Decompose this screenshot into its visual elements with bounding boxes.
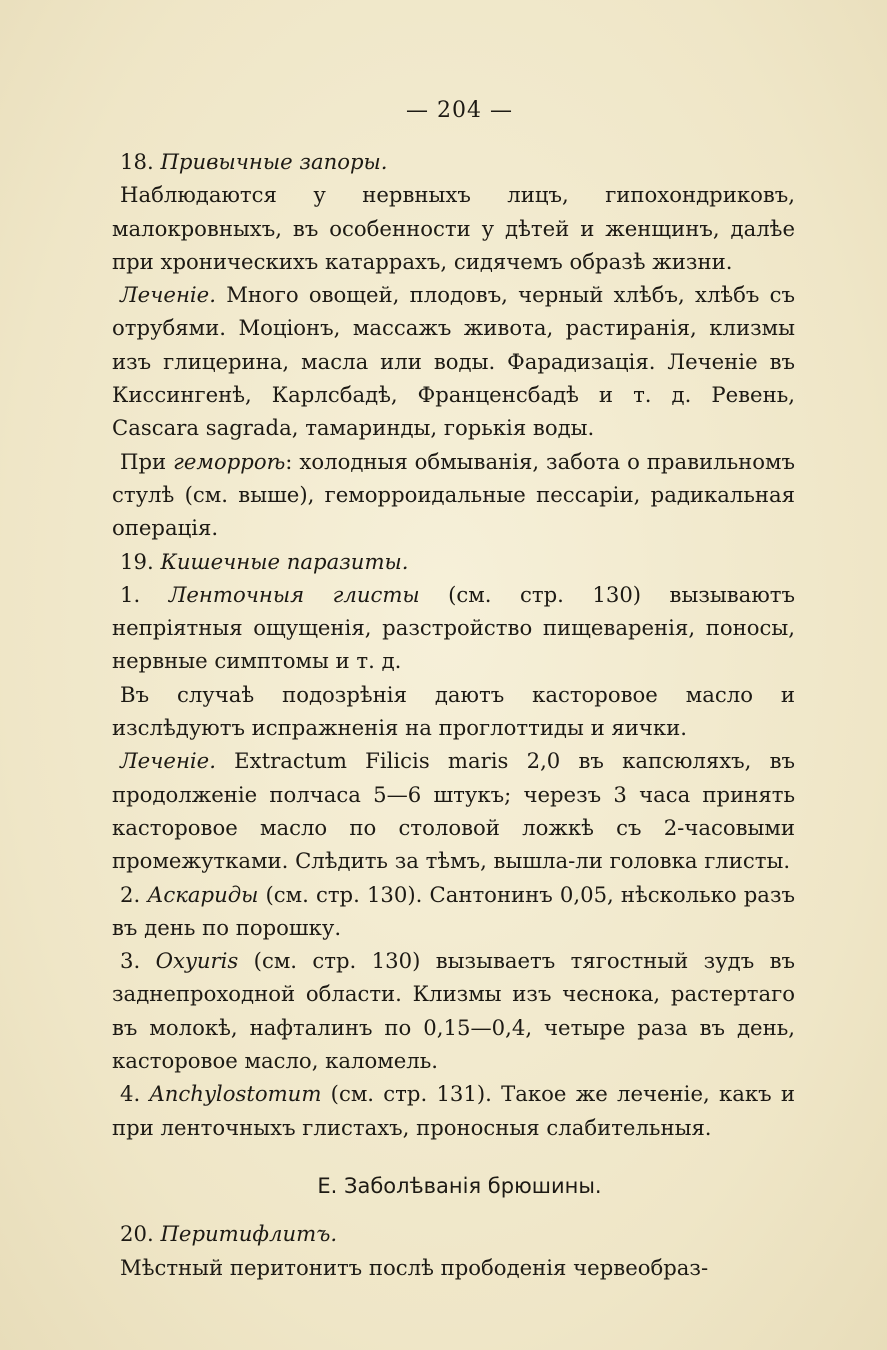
item-number: 2. — [120, 881, 141, 907]
paragraph-text: Много овощей, плодовъ, черный хлѣбъ, хлѣбъ съ отрубями. Моціонъ, массажъ живота, растиранія, клизмы изъ глицерина, масла или воды. Фарадизація. Леченіе въ Киссингенѣ, Карлсбадѣ, Франценсбадѣ и т. д. Ревень, Cascara sagrada, тамаринды, горькія воды. — [112, 282, 795, 441]
paragraph: Мѣстный перитонитъ послѣ прободенія червеобраз- — [120, 1254, 709, 1280]
paragraph — [112, 278, 795, 444]
heading-18 — [112, 145, 795, 178]
list-item — [112, 1077, 795, 1144]
inline-label: Ленточныя глисты — [168, 581, 420, 607]
paragraph — [112, 744, 795, 877]
paragraph: Наблюдаются у нервныхъ лицъ, гипохондриковъ, малокровныхъ, въ особенности у дѣтей и женщинъ, далѣе при хроническихъ катаррахъ, сидячемъ образѣ жизни. — [112, 182, 795, 274]
paragraph-text: : холодныя обмыванія, забота о правильномъ стулѣ (см. выше), геморроидальные пессаріи, радикальная операція. — [112, 448, 795, 541]
inline-label: Аскариды — [147, 881, 259, 907]
item-number: 4. — [120, 1081, 141, 1107]
page-number: — 204 — — [406, 98, 513, 123]
list-item — [112, 878, 795, 945]
page-body — [112, 145, 795, 1284]
item-number: 1. — [120, 581, 141, 607]
heading-title: Кишечные паразиты. — [160, 548, 409, 574]
inline-label: Anchylostomum — [149, 1081, 322, 1107]
heading-title: Перитифлитъ. — [160, 1221, 338, 1247]
inline-label: Oxyuris — [155, 948, 239, 974]
inline-label: геморроѣ — [173, 448, 286, 474]
paragraph-text: При — [120, 448, 174, 474]
paragraph: Въ случаѣ подозрѣнія даютъ касторовое масло и изслѣдуютъ испражненія на проглоттиды и яички. — [112, 681, 795, 741]
inline-label: Леченіе. — [120, 282, 216, 308]
paragraph-text: (см. стр. 130) вызываетъ тягостный зудъ въ заднепроходной области. Клизмы изъ чеснока, растертаго въ молокѣ, нафталинъ по 0,15—0,4, четыре раза въ день, касторовое масло, каломель. — [112, 948, 795, 1074]
paragraph — [112, 445, 795, 545]
item-number: 3. — [120, 948, 141, 974]
paragraph-text: (см. стр. 131). Такое же леченіе, какъ и при ленточныхъ глистахъ, проносныя слабительныя. — [112, 1081, 795, 1140]
paragraph-text: (см. стр. 130). Сантонинъ 0,05, нѣсколько разъ въ день по порошку. — [112, 881, 795, 940]
paragraph-text: (см. стр. 130) вызываютъ непріятныя ощущенія, разстройство пищеваренія, поносы, нервные симптомы и т. д. — [112, 581, 795, 674]
inline-label: Леченіе. — [120, 748, 216, 774]
heading-number: 18. — [120, 149, 154, 174]
heading-number: 20. — [120, 1221, 154, 1247]
heading-number: 19. — [120, 548, 154, 574]
heading-19 — [112, 545, 795, 578]
paragraph-text: Extractum Filicis maris 2,0 въ капсюляхъ, въ продолженіе полчаса 5—6 штукъ; черезъ 3 часа принять касторовое масло по столовой ложкѣ съ 2-часовыми промежутками. Слѣдить за тѣмъ, вышла-ли головка глисты. — [112, 748, 795, 874]
list-item — [112, 944, 795, 1077]
heading-20 — [112, 1217, 795, 1250]
section-title: Е. Заболѣванія брюшины. — [317, 1173, 602, 1198]
list-item — [112, 578, 795, 678]
heading-title: Привычные запоры. — [160, 149, 388, 174]
